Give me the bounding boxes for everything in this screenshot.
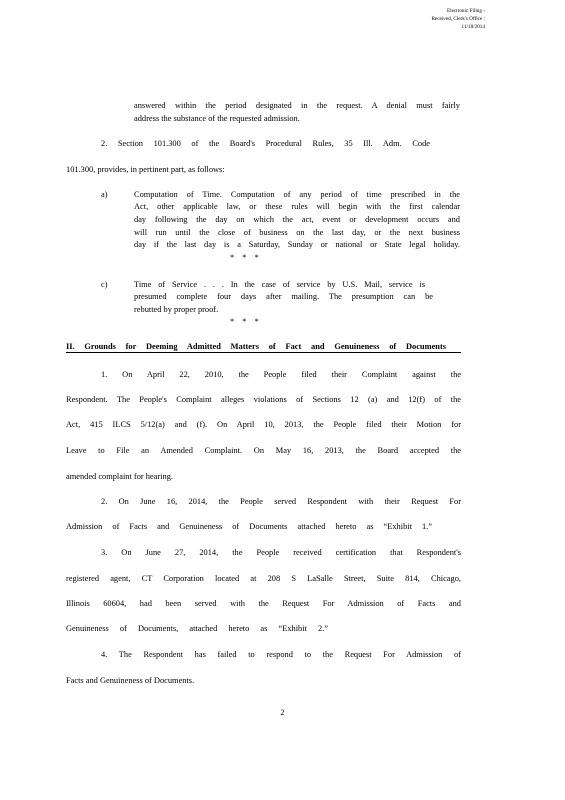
continuation-line: address the substance of the requested admission. <box>134 114 300 123</box>
paragraph-line: Respondent. The People's Complaint alleges violations of Sections 12 (a) and 12(f) of the <box>66 395 461 404</box>
stamp-line: Electronic Filing - <box>446 8 485 14</box>
continuation-line: answered within the period designated in the request. A denial must fairly <box>134 101 460 110</box>
heading-underline <box>66 352 461 353</box>
quote-line: day if the last day is a Saturday, Sunday or national or State legal holiday. <box>134 240 460 249</box>
paragraph-line: Illinois 60604, had been served with the Request For Admission of Facts and <box>66 599 461 608</box>
paragraph-line: 4. The Respondent has failed to respond to the Request For Admission of <box>101 650 461 659</box>
filing-stamp <box>405 7 485 31</box>
paragraph-line: 1. On April 22, 2010, the People filed their Complaint against the <box>101 370 461 379</box>
paragraph-line: Genuineness of Documents, attached hereto as “Exhibit 2.” <box>66 624 328 633</box>
page-number: 2 <box>280 708 285 717</box>
paragraph-line: Act, 415 ILCS 5/12(a) and (f). On April 10, 2013, the People filed their Motion for <box>66 420 461 429</box>
paragraph-line: 101.300, provides, in pertinent part, as follows: <box>66 165 225 174</box>
ellipsis-stars: * * * <box>230 253 262 262</box>
paragraph-line: Facts and Genuineness of Documents. <box>66 676 195 685</box>
quote-line: will run until the close of business on the last day, or the next business <box>134 228 460 237</box>
ellipsis-stars: * * * <box>230 317 262 326</box>
quote-line: Computation of Time. Computation of any period of time prescribed in the <box>134 190 460 199</box>
paragraph-line: 3. On June 27, 2014, the People received certification that Respondent's <box>101 548 461 557</box>
section-heading: II. Grounds for Deeming Admitted Matters of Fact and Genuineness of Documents <box>66 342 446 351</box>
paragraph-line: amended complaint for hearing. <box>66 472 173 481</box>
paragraph-line: 2. Section 101.300 of the Board's Procedural Rules, 35 Ill. Adm. Code <box>101 139 430 148</box>
quote-line: Act, other applicable law, or these rules will begin with the first calendar <box>134 202 460 211</box>
stamp-line: 11/18/2014 <box>461 24 485 30</box>
paragraph-line: 2. On June 16, 2014, the People served Respondent with their Request For <box>101 497 461 506</box>
list-label: c) <box>101 280 108 289</box>
paragraph-line: Leave to File an Amended Complaint. On May 16, 2013, the Board accepted the <box>66 446 461 455</box>
quote-line: day following the day on which the act, event or development occurs and <box>134 215 460 224</box>
quote-line: Time of Service . . . In the case of service by U.S. Mail, service is <box>134 280 425 289</box>
quote-line: presumed complete four days after mailing. The presumption can be <box>134 292 433 301</box>
quote-line: rebutted by proper proof. <box>134 305 219 314</box>
paragraph-line: registered agent, CT Corporation located at 208 S LaSalle Street, Suite 814, Chicago, <box>66 574 461 583</box>
paragraph-line: Admission of Facts and Genuineness of Documents attached hereto as “Exhibit 1.” <box>66 522 432 531</box>
stamp-line: Received, Clerk's Office : <box>431 16 485 22</box>
list-label: a) <box>101 190 108 199</box>
